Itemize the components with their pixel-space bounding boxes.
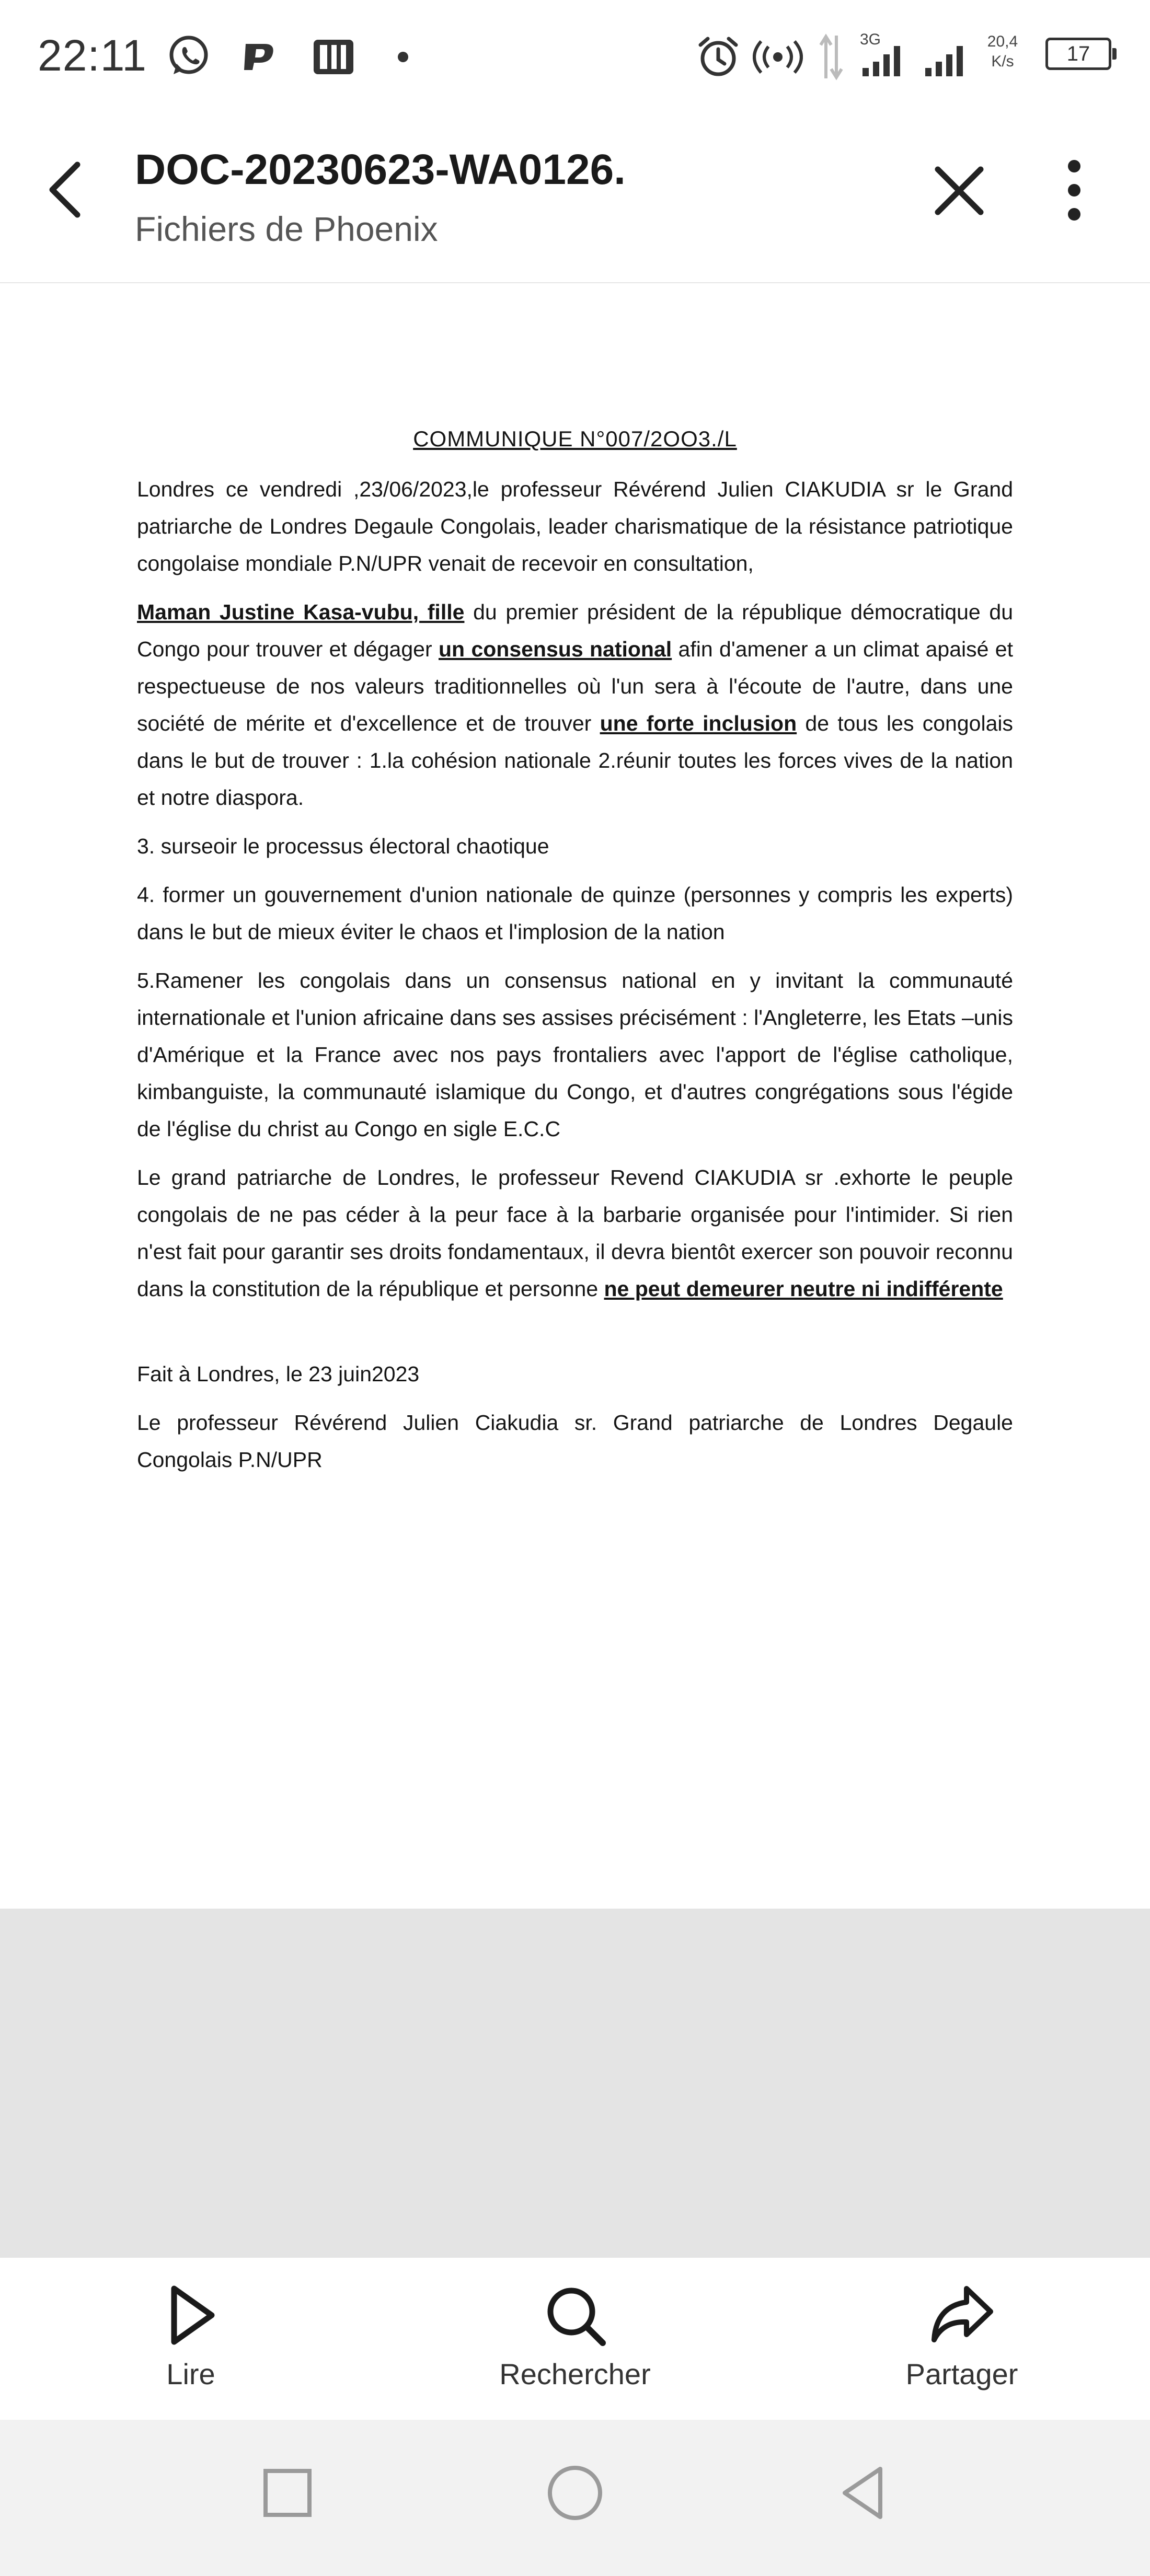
document-page [137,420,1013,1490]
paragraph-2-text-b: afin d'amener a un climat apaisé et respectueuse de nos valeurs traditionnelles où l'un sera à l'écoute de l'autre, dans une société de mérite et d'excellence et de trouver [137,637,1013,735]
paragraph-6 [137,1159,1013,1308]
more-vertical-icon[interactable] [1045,152,1103,230]
close-icon[interactable] [925,157,993,225]
paragraph-6-text: Le grand patriarche de Londres, le professeur Revend CIAKUDIA sr .exhorte le peuple congolais de ne pas céder à la peur face à la barbarie organisée pour l'intimider. Si rien n'est fait pour garantir ses droits fondamentaux, il devra bientôt exercer son pouvoir reconnu dans la constitution de la république et personne [137,1165,1013,1301]
battery-icon [1045,38,1111,70]
status-time: 22:11 [38,31,147,80]
status-bar [0,0,1150,120]
communique-heading: COMMUNIQUE N°007/2OO3./L [413,426,737,451]
viewer-background [0,1909,1150,2258]
network-type: 3G [859,31,881,48]
recents-square-icon[interactable] [251,2456,324,2529]
back-triangle-icon[interactable] [826,2456,899,2529]
spacer [137,1319,1013,1356]
app-icon [313,39,354,75]
read-label: Lire [166,2358,215,2390]
alarm-icon [696,34,740,78]
bottom-action-bar [0,2258,1150,2420]
share-label: Partager [905,2358,1018,2390]
paragraph-5: 5.Ramener les congolais dans un consensus national en y invitant la communauté internationale et l'union africaine dans ses assises précisément : l'Angleterre, les Etats –unis d'Amérique et la France avec nos pays frontaliers avec l'apport de l'église catholique, kimbanguiste, la communauté islamique du Congo, et d'autres congrégations sous l'égide de l'église du christ au Congo en sigle E.C.C [137,968,1013,1141]
dot-icon [397,51,409,63]
signal-icon [862,45,908,76]
date-line: Fait à Londres, le 23 juin2023 [137,1362,420,1386]
speed-value: 20,4 [987,33,1018,50]
paragraph-4: 4. former un gouvernement d'union nationale de quinze (personnes y compris les experts) dans le but de mieux éviter le chaos et l'implosion de la nation [137,883,1013,944]
hotspot-icon [753,39,803,75]
paragraph-3: 3. surseoir le processus électoral chaotique [137,834,549,858]
paragraph-1: Londres ce vendredi ,23/06/2023,le professeur Révérend Julien CIAKUDIA sr le Grand patriarche de Londres Degaule Congolais, leader charismatique de la résistance patriotique congolaise mondiale P.N/UPR venait de recevoir en consultation, [137,477,1013,575]
paragraph-2 [137,594,1013,816]
signature: Le professeur Révérend Julien Ciakudia sr. Grand patriarche de Londres Degaule Congolais P.N/UPR [137,1411,1013,1472]
speed-unit: K/s [991,53,1014,70]
paragraph-2-text-a: du premier président de la république démocratique du Congo pour trouver et dégager [137,600,1013,661]
battery-level: 17 [1066,42,1090,65]
whatsapp-icon [166,33,211,78]
document-source: Fichiers de Phoenix [135,210,438,248]
consensus-highlight: un consensus national [438,637,672,661]
document-viewer[interactable] [0,283,1150,1909]
signal-icon-2 [925,45,969,76]
play-icon [159,2281,222,2349]
paypal-icon [240,42,282,71]
app-bar [0,120,1150,283]
paragraph-2-text-c: de tous les congolais dans le but de trouver : 1.la cohésion nationale 2.réunir toutes les forces vives de la nation et notre diaspora. [137,711,1013,810]
share-button[interactable] [878,2258,1045,2420]
inclusion-highlight: une forte inclusion [600,711,797,735]
neutral-highlight: ne peut demeurer neutre ni indifférente [604,1277,1003,1301]
search-label: Rechercher [499,2358,651,2390]
read-button[interactable] [115,2258,267,2420]
data-arrows-icon [818,33,845,80]
system-nav-bar [0,2420,1150,2576]
name-highlight: Maman Justine Kasa-vubu, fille [137,600,465,624]
share-arrow-icon [928,2281,996,2349]
document-title: DOC-20230623-WA0126. [135,146,626,193]
home-circle-icon[interactable] [538,2456,612,2529]
chevron-left-icon[interactable] [31,149,99,227]
search-icon [541,2281,609,2349]
search-button[interactable] [470,2258,680,2420]
